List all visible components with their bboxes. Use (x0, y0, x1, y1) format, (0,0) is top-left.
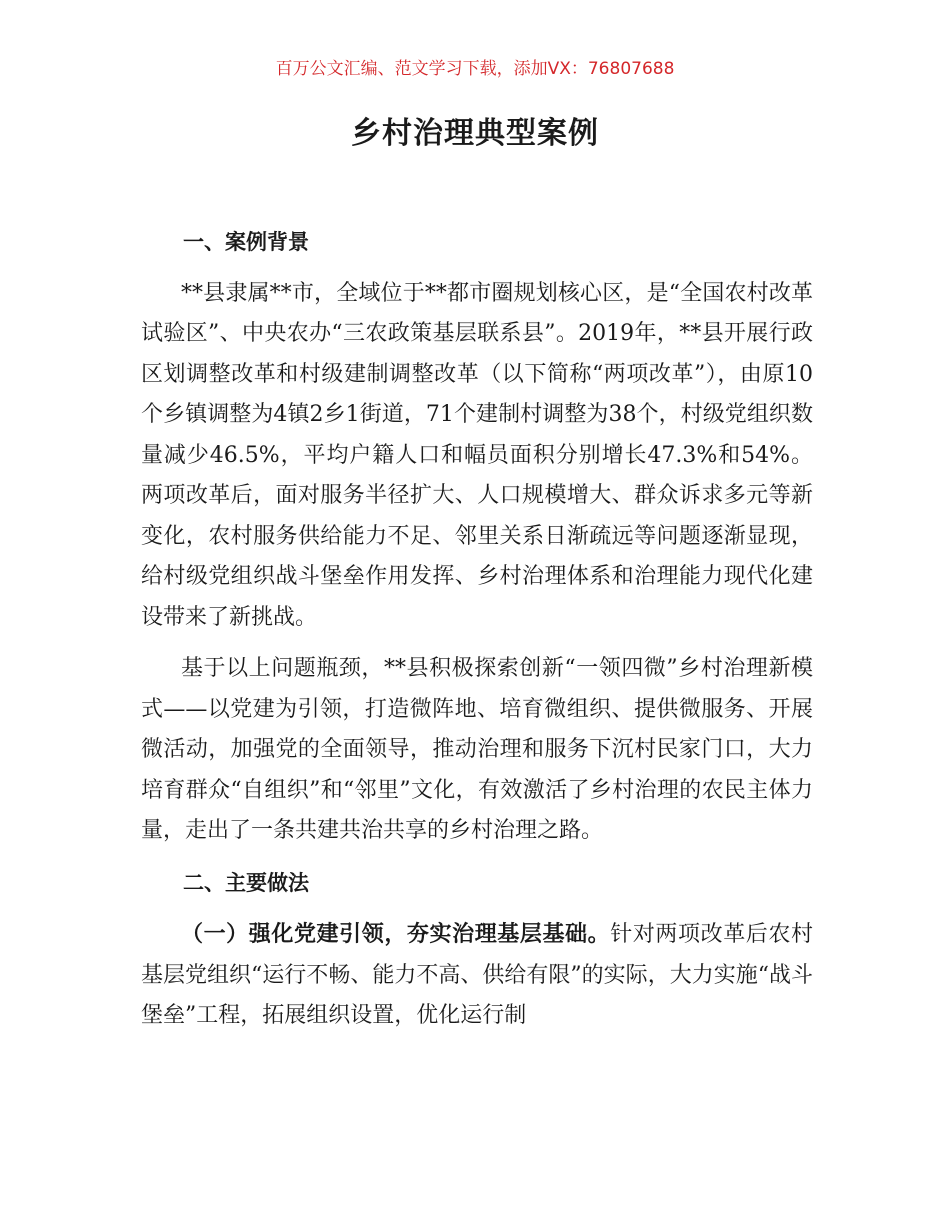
paragraph-lead-phrase: （一）强化党建引领，夯实治理基层基础。 (181, 921, 611, 947)
paragraph-background-1: **县隶属**市，全域位于**都市圈规划核心区，是“全国农村改革试验区”、中央农办“三农政策基层联系县”。2019年，**县开展行政区划调整改革和村级建制调整改革（以下简称“两项改革”），由原10个乡镇调整为4镇2乡1街道，71个建制村调整为38个，村级党组织数量减少46.5%，平均户籍人口和幅员面积分别增长47.3%和54%。两项改革后，面对服务半径扩大、人口规模增大、群众诉求多元等新变化，农村服务供给能力不足、邻里关系日渐疏远等问题逐渐显现，给村级党组织战斗堡垒作用发挥、乡村治理体系和治理能力现代化建设带来了新挑战。 (141, 280, 813, 630)
document-title: 乡村治理典型案例 (351, 116, 599, 151)
section-heading-background: 一、案例背景 (183, 230, 309, 254)
section-heading-practices: 二、主要做法 (183, 870, 309, 895)
paragraph-text: 针对两项改革后农村基层党组织“运行不畅、能力不高、供给有限”的实际，大力实施“战斗堡垒”工程，拓展组织设置，优化运行制 (141, 922, 813, 1028)
paragraph-practices-1 (141, 914, 813, 1037)
watermark-banner: 百万公文汇编、范文学习下载，添加VX：76807688 (275, 59, 675, 79)
document-body (141, 222, 813, 1037)
paragraph-background-2: 基于以上问题瓶颈，**县积极探索创新“一领四微”乡村治理新模式——以党建为引领，打造微阵地、培育微组织、提供微服务、开展微活动，加强党的全面领导，推动治理和服务下沉村民家门口，大力培育群众“自组织”和“邻里”文化，有效激活了乡村治理的农民主体力量，走出了一条共建共治共享的乡村治理之路。 (141, 656, 813, 843)
